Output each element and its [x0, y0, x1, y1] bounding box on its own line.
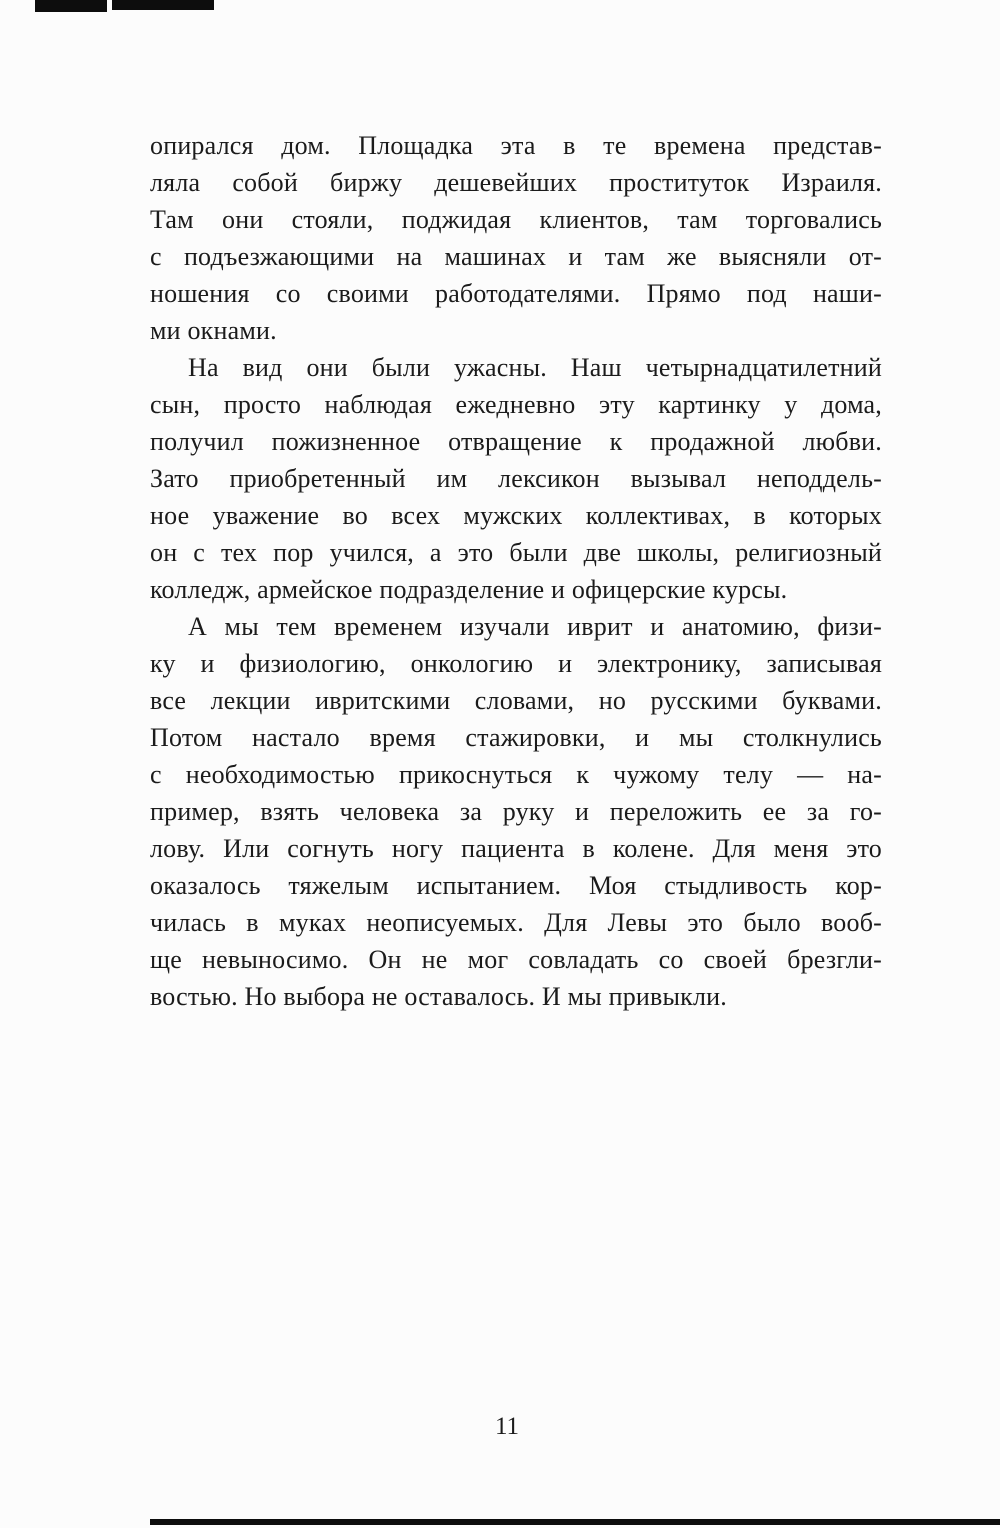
paragraph	[150, 127, 882, 349]
text-line: ще невыносимо. Он не мог совладать со своей брезгли-	[150, 945, 882, 974]
text-line: Там они стояли, поджидая клиентов, там торговались	[150, 205, 882, 234]
text-line: с необходимостью прикоснуться к чужому телу — на-	[150, 760, 882, 789]
text-line: пример, взять человека за руку и переложить ее за го-	[150, 797, 882, 826]
scan-artifact-top-left-1	[35, 0, 107, 12]
text-line: колледж, армейское подразделение и офицерские курсы.	[150, 575, 788, 604]
scan-artifact-top-left-2	[112, 0, 214, 10]
scan-artifact-bottom-edge	[150, 1519, 1000, 1525]
paragraph	[150, 608, 882, 1015]
text-line: оказалось тяжелым испытанием. Моя стыдливость кор-	[150, 871, 882, 900]
text-line: ное уважение во всех мужских коллективах, в которых	[150, 501, 882, 530]
text-line: ми окнами.	[150, 316, 277, 345]
text-line: все лекции ивритскими словами, но русскими буквами.	[150, 686, 882, 715]
text-line: ку и физиологию, онкологию и электронику, записывая	[150, 649, 882, 678]
text-line: Потом настало время стажировки, и мы столкнулись	[150, 723, 882, 752]
text-line: На вид они были ужасны. Наш четырнадцатилетний	[188, 353, 882, 382]
text-line: с подъезжающими на машинах и там же выясняли от-	[150, 242, 882, 271]
text-line: он с тех пор учился, а это были две школы, религиозный	[150, 538, 882, 567]
text-line: получил пожизненное отвращение к продажной любви.	[150, 427, 882, 456]
text-line: А мы тем временем изучали иврит и анатомию, физи-	[188, 612, 882, 641]
text-line: ляла собой биржу дешевейших проституток Израиля.	[150, 168, 882, 197]
text-line: ношения со своими работодателями. Прямо под наши-	[150, 279, 882, 308]
text-line: Зато приобретенный им лексикон вызывал неподдель-	[150, 464, 882, 493]
text-line: востью. Но выбора не оставалось. И мы привыкли.	[150, 982, 727, 1011]
text-block	[150, 127, 882, 1015]
text-line: чилась в муках неописуемых. Для Левы это было вооб-	[150, 908, 882, 937]
page-number: 11	[494, 1413, 520, 1440]
text-line: опирался дом. Площадка эта в те времена представ-	[150, 131, 882, 160]
paragraph	[150, 349, 882, 608]
text-line: лову. Или согнуть ногу пациента в колене. Для меня это	[150, 834, 882, 863]
text-line: сын, просто наблюдая ежедневно эту картинку у дома,	[150, 390, 882, 419]
